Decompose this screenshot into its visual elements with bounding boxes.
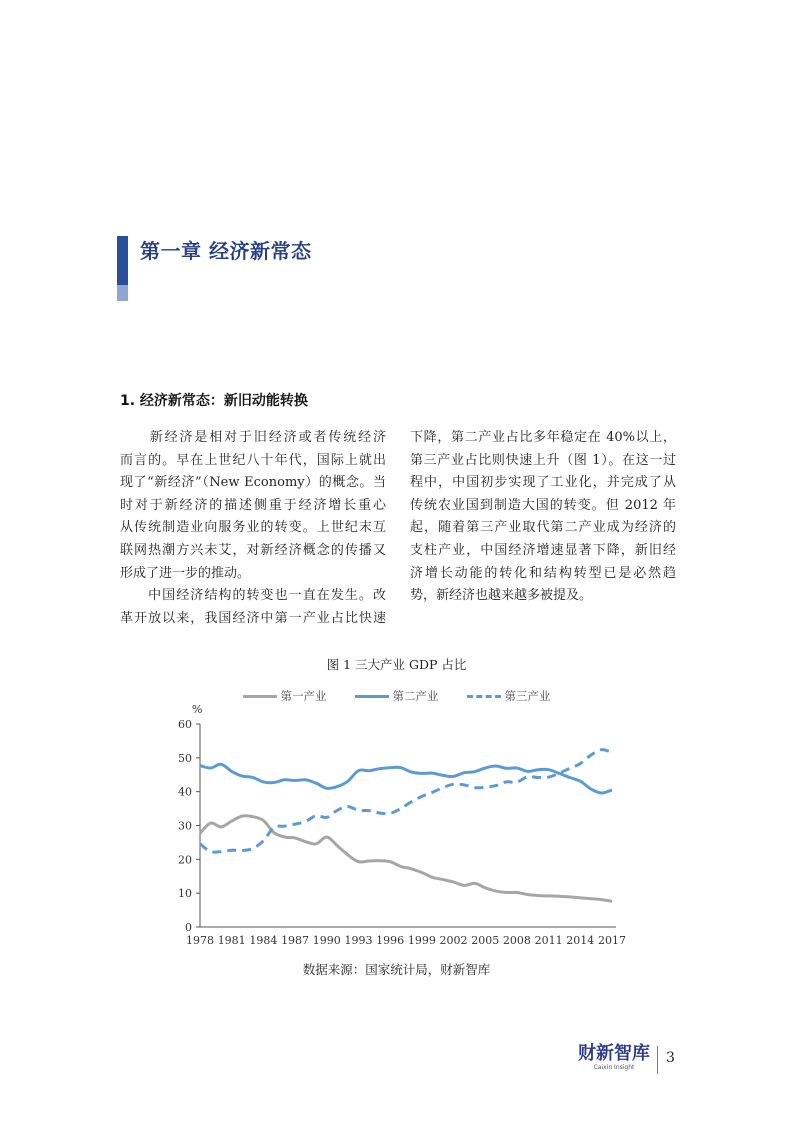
body-line: 从传统制造业向服务业的转变。上世纪末互 bbox=[120, 520, 386, 536]
body-line: 而言的。早在上世纪八十年代，国际上就出 bbox=[120, 452, 386, 468]
legend-label-secondary: 第二产业 bbox=[392, 689, 439, 703]
x-tick-label: 2014 bbox=[566, 934, 595, 947]
body-line: 现了“新经济”（New Economy）的概念。当 bbox=[120, 475, 386, 491]
chapter-accent-bar-light bbox=[117, 285, 128, 301]
x-tick-label: 2017 bbox=[598, 934, 626, 947]
x-tick-label: 1981 bbox=[217, 934, 246, 947]
page-number: 3 bbox=[666, 1050, 675, 1066]
body-line: 势，新经济也越来越多被提及。 bbox=[410, 588, 593, 604]
y-tick-label: 60 bbox=[178, 718, 192, 731]
series-line-primary bbox=[200, 816, 612, 902]
body-line: 新经济是相对于旧经济或者传统经济 bbox=[120, 430, 386, 445]
y-tick-label: 0 bbox=[185, 921, 192, 934]
chapter-accent-bar bbox=[117, 236, 128, 285]
x-tick-label: 2005 bbox=[471, 934, 500, 947]
logo-text-cn: 财新智库 bbox=[578, 1043, 650, 1064]
series-line-secondary bbox=[200, 764, 612, 793]
body-line: 形成了进一步的推动。 bbox=[120, 565, 251, 581]
body-column-left bbox=[120, 427, 386, 630]
series-line-tertiary bbox=[200, 750, 612, 853]
logo-text-en: Caixin Insight bbox=[593, 1064, 635, 1071]
y-tick-label: 40 bbox=[178, 785, 192, 799]
body-line: 中国经济结构的转变也一直在发生。改 bbox=[120, 588, 386, 604]
body-line: 第三产业占比则快速上升（图 1）。在这一过 bbox=[410, 452, 676, 468]
y-tick-label: 10 bbox=[178, 887, 192, 901]
body-line: 联网热潮方兴未艾，对新经济概念的传播又 bbox=[120, 542, 386, 558]
legend-label-tertiary: 第三产业 bbox=[504, 689, 551, 703]
x-tick-label: 2011 bbox=[534, 934, 563, 947]
body-line: 程中，中国初步实现了工业化，并完成了从 bbox=[410, 475, 676, 491]
body-line: 济增长动能的转化和结构转型已是必然趋 bbox=[410, 565, 676, 581]
gdp-share-chart bbox=[170, 700, 640, 955]
x-tick-label: 1999 bbox=[407, 934, 436, 947]
body-line: 下降，第二产业占比多年稳定在 40%以上， bbox=[410, 430, 676, 445]
body-line: 时对于新经济的描述侧重于经济增长重心 bbox=[120, 497, 386, 513]
legend-swatch-tertiary bbox=[467, 695, 501, 698]
chart-source: 数据来源：国家统计局，财新智库 bbox=[302, 962, 491, 977]
x-tick-label: 1984 bbox=[249, 934, 278, 947]
x-tick-label: 2008 bbox=[502, 934, 531, 947]
x-tick-label: 1993 bbox=[344, 934, 373, 947]
y-tick-label: 50 bbox=[178, 751, 192, 765]
chapter-title: 第一章 经济新常态 bbox=[140, 239, 312, 263]
body-line: 起，随着第三产业取代第二产业成为经济的 bbox=[410, 520, 676, 536]
body-line: 传统农业国到制造大国的转变。但 2012 年 bbox=[410, 497, 676, 513]
x-tick-label: 1996 bbox=[376, 934, 405, 947]
legend-swatch-primary bbox=[243, 695, 277, 698]
body-line: 革开放以来，我国经济中第一产业占比快速 bbox=[120, 610, 386, 626]
x-tick-label: 1978 bbox=[186, 934, 214, 947]
y-tick-label: 20 bbox=[178, 853, 192, 867]
x-tick-label: 1990 bbox=[312, 934, 341, 947]
x-tick-label: 1987 bbox=[281, 934, 310, 947]
legend-label-primary: 第一产业 bbox=[280, 689, 327, 703]
chart-title: 图 1 三大产业 GDP 占比 bbox=[326, 657, 467, 672]
y-unit-label: % bbox=[192, 703, 203, 716]
footer-divider bbox=[657, 1046, 658, 1074]
section-title: 1. 经济新常态：新旧动能转换 bbox=[120, 393, 308, 409]
y-tick-label: 30 bbox=[178, 819, 192, 833]
legend-swatch-secondary bbox=[355, 695, 389, 698]
body-column-right bbox=[410, 427, 676, 608]
x-tick-label: 2002 bbox=[439, 934, 468, 947]
caixin-logo bbox=[578, 1044, 650, 1071]
body-line: 支柱产业，中国经济增速显著下降，新旧经 bbox=[410, 542, 676, 558]
